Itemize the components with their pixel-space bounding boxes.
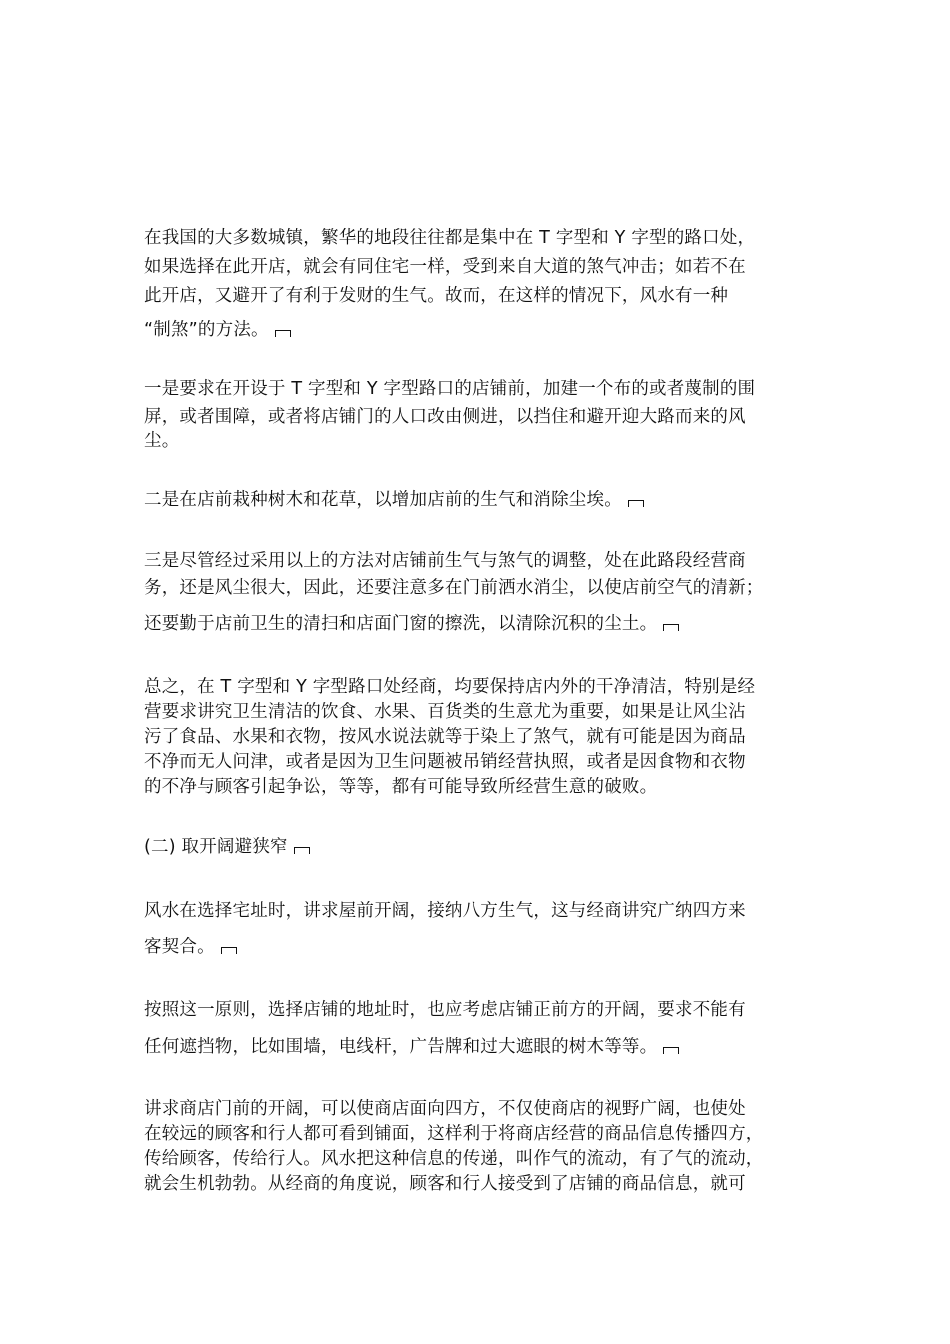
paragraph-8-line-2: 任何遮挡物，比如围墙，电线杆，广告牌和过大遮眼的树木等等。	[144, 1034, 679, 1060]
paragraph-7-line-1: 风水在选择宅址时，讲求屋前开阔，接纳八方生气，这与经商讲究广纳四方来	[144, 901, 746, 921]
paragraph-9-line-1: 讲求商店门前的开阔，可以使商店面向四方，不仅使商店的视野广阔，也使处	[144, 1099, 746, 1119]
paragraph-1-line-4: “制煞”的方法。	[144, 317, 291, 343]
paragraph-9-line-3: 传给顾客，传给行人。风水把这种信息的传递，叫作气的流动，有了气的流动，	[144, 1149, 764, 1169]
paragraph-1-line-3: 此开店，又避开了有利于发财的生气。故而，在这样的情况下，风水有一种	[144, 286, 729, 306]
paragraph-end-mark-icon	[663, 1047, 679, 1054]
paragraph-9-line-4: 就会生机勃勃。从经商的角度说，顾客和行人接受到了店铺的商品信息，就可	[144, 1174, 746, 1194]
paragraph-end-mark-icon	[663, 624, 679, 631]
paragraph-2-line-2: 屏，或者围障，或者将店铺门的人口改由侧进，以挡住和避开迎大路而来的风	[144, 407, 746, 427]
paragraph-1-line-2: 如果选择在此开店，就会有同住宅一样，受到来自大道的煞气冲击；如若不在	[144, 257, 746, 277]
paragraph-8-line-1: 按照这一原则，选择店铺的地址时，也应考虑店铺正前方的开阔，要求不能有	[144, 1000, 746, 1020]
paragraph-2-line-3: 尘。	[144, 431, 180, 451]
paragraph-7-line-2: 客契合。	[144, 934, 237, 960]
paragraph-end-mark-icon	[275, 330, 291, 337]
paragraph-end-mark-icon	[628, 500, 644, 507]
paragraph-5-line-4: 不净而无人问津，或者是因为卫生问题被吊销经营执照，或者是因食物和衣物	[144, 752, 746, 772]
paragraph-5-line-5: 的不净与顾客引起争讼，等等，都有可能导致所经营生意的破败。	[144, 777, 658, 797]
paragraph-5-line-1: 总之，在 T 字型和 Y 字型路口处经商，均要保持店内外的干净清洁，特别是经	[144, 677, 756, 697]
paragraph-2-line-1: 一是要求在开设于 T 字型和 Y 字型路口的店铺前，加建一个布的或者蔑制的围	[144, 379, 756, 399]
section-heading: (二) 取开阔避狭窄	[144, 834, 310, 860]
paragraph-4-line-1: 三是尽管经过采用以上的方法对店铺前生气与煞气的调整，处在此路段经营商	[144, 551, 746, 571]
paragraph-1-line-1: 在我国的大多数城镇，繁华的地段往往都是集中在 T 字型和 Y 字型的路口处，	[144, 228, 756, 248]
paragraph-end-mark-icon	[294, 847, 310, 854]
paragraph-4-line-3: 还要勤于店前卫生的清扫和店面门窗的擦洗，以清除沉积的尘土。	[144, 611, 679, 637]
paragraph-4-line-2: 务，还是风尘很大，因此，还要注意多在门前洒水消尘，以使店前空气的清新；	[144, 578, 764, 598]
paragraph-9-line-2: 在较远的顾客和行人都可看到铺面，这样利于将商店经营的商品信息传播四方，	[144, 1124, 764, 1144]
paragraph-5-line-3: 污了食品、水果和衣物，按风水说法就等于染上了煞气，就有可能是因为商品	[144, 727, 746, 747]
paragraph-3-line-1: 二是在店前栽种树木和花草，以增加店前的生气和消除尘埃。	[144, 487, 644, 513]
paragraph-5-line-2: 营要求讲究卫生清洁的饮食、水果、百货类的生意尤为重要，如果是让风尘沾	[144, 702, 746, 722]
paragraph-end-mark-icon	[221, 947, 237, 954]
